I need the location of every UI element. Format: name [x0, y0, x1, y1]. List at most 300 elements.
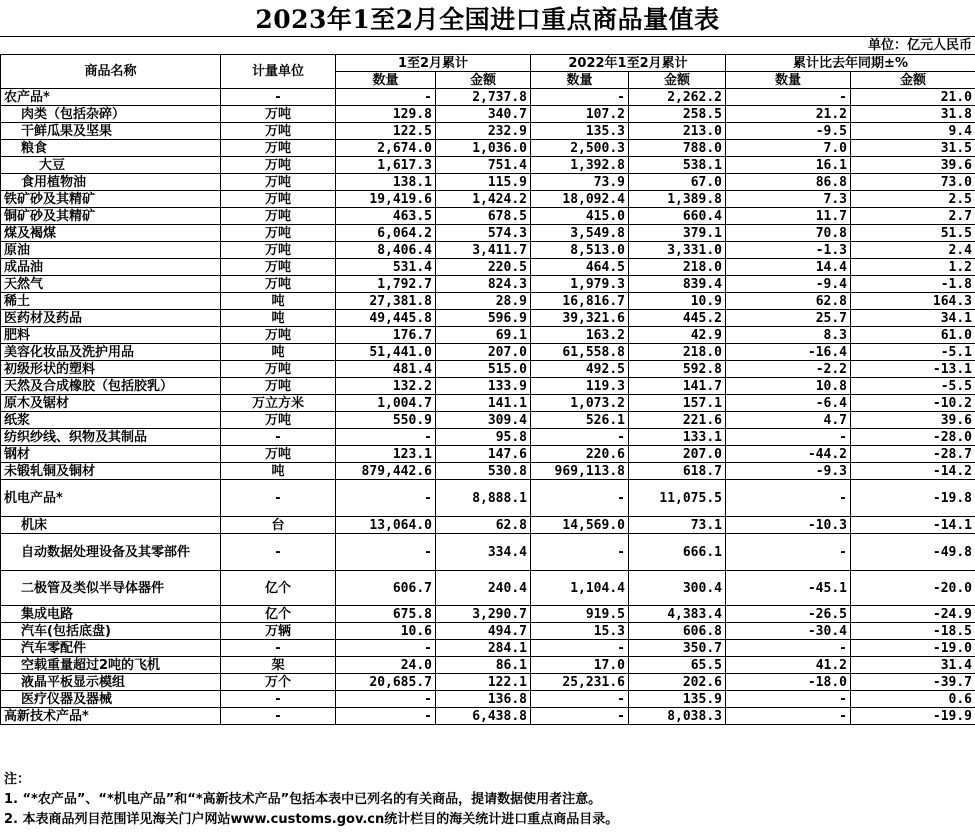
amt-current: 2,737.8 [436, 89, 531, 106]
measure-unit: 万立方米 [221, 395, 336, 412]
measure-unit: 万吨 [221, 174, 336, 191]
qty-yoy: 4.7 [726, 412, 851, 429]
qty-yoy: 16.1 [726, 157, 851, 174]
amt-yoy: 2.7 [851, 208, 975, 225]
measure-unit: 万吨 [221, 276, 336, 293]
amt-prior: 218.0 [629, 344, 726, 361]
amt-prior: 67.0 [629, 174, 726, 191]
qty-yoy: -45.1 [726, 571, 851, 606]
amt-yoy: 61.0 [851, 327, 975, 344]
qty-current: 6,064.2 [336, 225, 436, 242]
amt-prior: 258.5 [629, 106, 726, 123]
currency-unit-note: 单位：亿元人民币 [867, 38, 972, 53]
qty-current: - [336, 534, 436, 571]
unit-row [0, 36, 975, 54]
product-name: 稀土 [1, 293, 221, 310]
qty-yoy: 70.8 [726, 225, 851, 242]
amt-yoy: 31.4 [851, 657, 975, 674]
table-row [1, 174, 975, 191]
amt-yoy: 164.3 [851, 293, 975, 310]
qty-prior: 1,104.4 [531, 571, 629, 606]
product-name: 未锻轧铜及铜材 [1, 463, 221, 480]
measure-unit: 万吨 [221, 446, 336, 463]
qty-yoy: -1.3 [726, 242, 851, 259]
amt-prior: 133.1 [629, 429, 726, 446]
table-row [1, 480, 975, 517]
amt-prior: 660.4 [629, 208, 726, 225]
table-row [1, 446, 975, 463]
header-row-1 [1, 55, 975, 72]
product-name: 纺织纱线、织物及其制品 [1, 429, 221, 446]
table-row [1, 191, 975, 208]
product-name: 汽车零配件 [1, 640, 221, 657]
amt-yoy: -1.8 [851, 276, 975, 293]
qty-yoy: 21.2 [726, 106, 851, 123]
amt-current: 69.1 [436, 327, 531, 344]
amt-yoy: -20.0 [851, 571, 975, 606]
header-qty-current: 数量 [336, 72, 436, 89]
amt-prior: 1,389.8 [629, 191, 726, 208]
measure-unit: - [221, 89, 336, 106]
qty-prior: 16,816.7 [531, 293, 629, 310]
table-row [1, 674, 975, 691]
amt-yoy: 31.8 [851, 106, 975, 123]
amt-prior: 592.8 [629, 361, 726, 378]
product-name: 自动数据处理设备及其零部件 [1, 534, 221, 571]
amt-current: 86.1 [436, 657, 531, 674]
qty-prior: - [531, 429, 629, 446]
qty-current: 531.4 [336, 259, 436, 276]
measure-unit: 万吨 [221, 327, 336, 344]
product-name: 粮食 [1, 140, 221, 157]
measure-unit: 架 [221, 657, 336, 674]
product-name: 高新技术产品* [1, 708, 221, 725]
qty-current: 49,445.8 [336, 310, 436, 327]
qty-current: 176.7 [336, 327, 436, 344]
amt-prior: 618.7 [629, 463, 726, 480]
qty-current: - [336, 89, 436, 106]
amt-current: 340.7 [436, 106, 531, 123]
qty-current: 463.5 [336, 208, 436, 225]
amt-prior: 65.5 [629, 657, 726, 674]
measure-unit: 万吨 [221, 123, 336, 140]
header-amt-current: 金额 [436, 72, 531, 89]
amt-prior: 788.0 [629, 140, 726, 157]
footnote-label: 注： [4, 772, 31, 787]
product-name: 天然及合成橡胶（包括胶乳） [1, 378, 221, 395]
qty-current: - [336, 691, 436, 708]
amt-yoy: 34.1 [851, 310, 975, 327]
amt-yoy: -14.1 [851, 517, 975, 534]
amt-yoy: 9.4 [851, 123, 975, 140]
table-row [1, 640, 975, 657]
table-row [1, 310, 975, 327]
table-row [1, 378, 975, 395]
qty-yoy: -2.2 [726, 361, 851, 378]
qty-yoy: 86.8 [726, 174, 851, 191]
qty-current: 129.8 [336, 106, 436, 123]
amt-prior: 157.1 [629, 395, 726, 412]
qty-prior: 73.9 [531, 174, 629, 191]
header-amt-yoy: 金额 [851, 72, 975, 89]
qty-current: 2,674.0 [336, 140, 436, 157]
table-row [1, 259, 975, 276]
qty-yoy: - [726, 691, 851, 708]
qty-current: - [336, 480, 436, 517]
amt-yoy: 2.5 [851, 191, 975, 208]
qty-current: 20,685.7 [336, 674, 436, 691]
qty-current: 123.1 [336, 446, 436, 463]
table-row [1, 208, 975, 225]
amt-yoy: 1.2 [851, 259, 975, 276]
amt-yoy: -14.2 [851, 463, 975, 480]
qty-yoy: 41.2 [726, 657, 851, 674]
amt-current: 136.8 [436, 691, 531, 708]
amt-prior: 445.2 [629, 310, 726, 327]
table-row [1, 361, 975, 378]
qty-current: 675.8 [336, 606, 436, 623]
qty-yoy: -9.5 [726, 123, 851, 140]
amt-current: 28.9 [436, 293, 531, 310]
table-row [1, 534, 975, 571]
amt-yoy: 31.5 [851, 140, 975, 157]
amt-prior: 73.1 [629, 517, 726, 534]
product-name: 铜矿砂及其精矿 [1, 208, 221, 225]
qty-prior: 1,073.2 [531, 395, 629, 412]
amt-current: 207.0 [436, 344, 531, 361]
measure-unit: - [221, 640, 336, 657]
qty-yoy: -18.0 [726, 674, 851, 691]
qty-current: - [336, 708, 436, 725]
qty-current: 481.4 [336, 361, 436, 378]
qty-prior: 163.2 [531, 327, 629, 344]
qty-current: 122.5 [336, 123, 436, 140]
amt-prior: 666.1 [629, 534, 726, 571]
qty-current: 51,441.0 [336, 344, 436, 361]
qty-yoy: 7.0 [726, 140, 851, 157]
table-row [1, 517, 975, 534]
measure-unit: 万吨 [221, 378, 336, 395]
amt-current: 147.6 [436, 446, 531, 463]
measure-unit: - [221, 480, 336, 517]
amt-yoy: -28.7 [851, 446, 975, 463]
amt-current: 95.8 [436, 429, 531, 446]
qty-yoy: -9.4 [726, 276, 851, 293]
product-name: 二极管及类似半导体器件 [1, 571, 221, 606]
product-name: 铁矿砂及其精矿 [1, 191, 221, 208]
amt-prior: 221.6 [629, 412, 726, 429]
amt-current: 824.3 [436, 276, 531, 293]
table-row [1, 276, 975, 293]
amt-prior: 2,262.2 [629, 89, 726, 106]
amt-yoy: -18.5 [851, 623, 975, 640]
amt-current: 220.5 [436, 259, 531, 276]
measure-unit: - [221, 429, 336, 446]
qty-current: - [336, 429, 436, 446]
measure-unit: 万吨 [221, 412, 336, 429]
table-row [1, 140, 975, 157]
header-measure-unit: 计量单位 [221, 55, 336, 89]
qty-prior: 135.3 [531, 123, 629, 140]
amt-yoy: 39.6 [851, 157, 975, 174]
amt-current: 122.1 [436, 674, 531, 691]
amt-prior: 207.0 [629, 446, 726, 463]
amt-yoy: -5.1 [851, 344, 975, 361]
qty-yoy: -16.4 [726, 344, 851, 361]
amt-prior: 538.1 [629, 157, 726, 174]
amt-current: 240.4 [436, 571, 531, 606]
amt-current: 141.1 [436, 395, 531, 412]
qty-yoy: -6.4 [726, 395, 851, 412]
qty-yoy: 25.7 [726, 310, 851, 327]
amt-prior: 218.0 [629, 259, 726, 276]
amt-current: 3,290.7 [436, 606, 531, 623]
amt-prior: 3,331.0 [629, 242, 726, 259]
table-row [1, 708, 975, 725]
qty-prior: 17.0 [531, 657, 629, 674]
product-name: 机床 [1, 517, 221, 534]
qty-prior: - [531, 480, 629, 517]
measure-unit: 吨 [221, 344, 336, 361]
product-name: 肥料 [1, 327, 221, 344]
qty-yoy: 11.7 [726, 208, 851, 225]
qty-current: 10.6 [336, 623, 436, 640]
qty-current: - [336, 640, 436, 657]
amt-prior: 350.7 [629, 640, 726, 657]
amt-current: 1,036.0 [436, 140, 531, 157]
amt-prior: 300.4 [629, 571, 726, 606]
amt-current: 678.5 [436, 208, 531, 225]
measure-unit: 万吨 [221, 208, 336, 225]
amt-current: 3,411.7 [436, 242, 531, 259]
qty-current: 19,419.6 [336, 191, 436, 208]
qty-current: 1,792.7 [336, 276, 436, 293]
table-row [1, 691, 975, 708]
qty-yoy: 62.8 [726, 293, 851, 310]
qty-yoy: 7.3 [726, 191, 851, 208]
measure-unit: - [221, 691, 336, 708]
measure-unit: 万吨 [221, 361, 336, 378]
product-name: 汽车(包括底盘) [1, 623, 221, 640]
amt-yoy: -19.0 [851, 640, 975, 657]
qty-prior: 1,392.8 [531, 157, 629, 174]
amt-yoy: -13.1 [851, 361, 975, 378]
product-name: 医疗仪器及器械 [1, 691, 221, 708]
qty-prior: - [531, 89, 629, 106]
qty-current: 138.1 [336, 174, 436, 191]
product-name: 肉类（包括杂碎） [1, 106, 221, 123]
amt-yoy: 73.0 [851, 174, 975, 191]
qty-yoy: - [726, 640, 851, 657]
qty-prior: 39,321.6 [531, 310, 629, 327]
amt-current: 284.1 [436, 640, 531, 657]
measure-unit: 万吨 [221, 106, 336, 123]
product-name: 原油 [1, 242, 221, 259]
product-name: 成品油 [1, 259, 221, 276]
table-row [1, 242, 975, 259]
product-name: 液晶平板显示模组 [1, 674, 221, 691]
qty-prior: 526.1 [531, 412, 629, 429]
qty-current: 550.9 [336, 412, 436, 429]
measure-unit: 万吨 [221, 225, 336, 242]
qty-current: 24.0 [336, 657, 436, 674]
table-row [1, 225, 975, 242]
qty-current: 879,442.6 [336, 463, 436, 480]
qty-yoy: 10.8 [726, 378, 851, 395]
product-name: 原木及锯材 [1, 395, 221, 412]
qty-current: 1,617.3 [336, 157, 436, 174]
table-row [1, 395, 975, 412]
qty-prior: - [531, 534, 629, 571]
amt-current: 530.8 [436, 463, 531, 480]
measure-unit: 万吨 [221, 242, 336, 259]
amt-prior: 4,383.4 [629, 606, 726, 623]
qty-prior: 8,513.0 [531, 242, 629, 259]
amt-prior: 202.6 [629, 674, 726, 691]
product-name: 农产品* [1, 89, 221, 106]
product-name: 大豆 [1, 157, 221, 174]
amt-yoy: -10.2 [851, 395, 975, 412]
measure-unit: 亿个 [221, 606, 336, 623]
table-row [1, 157, 975, 174]
amt-yoy: -49.8 [851, 534, 975, 571]
table-row [1, 344, 975, 361]
measure-unit: - [221, 534, 336, 571]
amt-yoy: -24.9 [851, 606, 975, 623]
qty-yoy: -9.3 [726, 463, 851, 480]
header-product-name: 商品名称 [1, 55, 221, 89]
amt-yoy: -28.0 [851, 429, 975, 446]
amt-current: 232.9 [436, 123, 531, 140]
qty-prior: 492.5 [531, 361, 629, 378]
product-name: 初级形状的塑料 [1, 361, 221, 378]
product-name: 干鲜瓜果及坚果 [1, 123, 221, 140]
amt-current: 574.3 [436, 225, 531, 242]
amt-prior: 213.0 [629, 123, 726, 140]
qty-yoy: - [726, 429, 851, 446]
amt-prior: 379.1 [629, 225, 726, 242]
qty-prior: 415.0 [531, 208, 629, 225]
footnote-2: 2. 本表商品列目范围详见海关门户网站www.customs.gov.cn统计栏目的海关统计进口重点商品目录。 [4, 812, 619, 827]
amt-current: 8,888.1 [436, 480, 531, 517]
amt-current: 115.9 [436, 174, 531, 191]
qty-prior: 119.3 [531, 378, 629, 395]
amt-yoy: -19.9 [851, 708, 975, 725]
header-current-period: 1至2月累计 [336, 55, 531, 72]
measure-unit: 万吨 [221, 157, 336, 174]
amt-current: 494.7 [436, 623, 531, 640]
product-name: 美容化妆品及洗护用品 [1, 344, 221, 361]
amt-prior: 11,075.5 [629, 480, 726, 517]
qty-prior: 969,113.8 [531, 463, 629, 480]
header-yoy-change: 累计比去年同期±% [726, 55, 975, 72]
qty-current: 27,381.8 [336, 293, 436, 310]
product-name: 机电产品* [1, 480, 221, 517]
product-name: 煤及褐煤 [1, 225, 221, 242]
qty-yoy: 14.4 [726, 259, 851, 276]
product-name: 集成电路 [1, 606, 221, 623]
measure-unit: 吨 [221, 293, 336, 310]
qty-prior: 3,549.8 [531, 225, 629, 242]
qty-yoy: - [726, 89, 851, 106]
table-row [1, 429, 975, 446]
table-body [1, 55, 975, 725]
measure-unit: 万吨 [221, 259, 336, 276]
qty-current: 132.2 [336, 378, 436, 395]
qty-yoy: -10.3 [726, 517, 851, 534]
amt-yoy: -39.7 [851, 674, 975, 691]
measure-unit: 吨 [221, 463, 336, 480]
qty-current: 8,406.4 [336, 242, 436, 259]
qty-yoy: - [726, 534, 851, 571]
amt-current: 6,438.8 [436, 708, 531, 725]
product-name: 食用植物油 [1, 174, 221, 191]
qty-yoy: -30.4 [726, 623, 851, 640]
table-row [1, 327, 975, 344]
amt-current: 1,424.2 [436, 191, 531, 208]
measure-unit: 吨 [221, 310, 336, 327]
qty-prior: - [531, 691, 629, 708]
amt-yoy: 39.6 [851, 412, 975, 429]
header-qty-prior: 数量 [531, 72, 629, 89]
amt-prior: 10.9 [629, 293, 726, 310]
qty-prior: - [531, 708, 629, 725]
table-row [1, 123, 975, 140]
qty-prior: 1,979.3 [531, 276, 629, 293]
amt-yoy: 0.6 [851, 691, 975, 708]
qty-prior: 464.5 [531, 259, 629, 276]
measure-unit: 万个 [221, 674, 336, 691]
qty-yoy: 8.3 [726, 327, 851, 344]
amt-current: 309.4 [436, 412, 531, 429]
amt-current: 751.4 [436, 157, 531, 174]
qty-yoy: - [726, 480, 851, 517]
header-qty-yoy: 数量 [726, 72, 851, 89]
qty-prior: - [531, 640, 629, 657]
amt-yoy: 51.5 [851, 225, 975, 242]
table-row [1, 89, 975, 106]
qty-yoy: -44.2 [726, 446, 851, 463]
page-title: 2023年1至2月全国进口重点商品量值表 [255, 5, 720, 34]
product-name: 天然气 [1, 276, 221, 293]
amt-current: 62.8 [436, 517, 531, 534]
measure-unit: - [221, 708, 336, 725]
measure-unit: 台 [221, 517, 336, 534]
table-row [1, 623, 975, 640]
import-goods-table [0, 54, 975, 725]
qty-current: 1,004.7 [336, 395, 436, 412]
amt-yoy: 2.4 [851, 242, 975, 259]
footnotes [4, 770, 969, 830]
table-row [1, 571, 975, 606]
qty-current: 13,064.0 [336, 517, 436, 534]
amt-prior: 141.7 [629, 378, 726, 395]
amt-yoy: -19.8 [851, 480, 975, 517]
table-row [1, 412, 975, 429]
qty-current: 606.7 [336, 571, 436, 606]
product-name: 空载重量超过2吨的飞机 [1, 657, 221, 674]
measure-unit: 万吨 [221, 191, 336, 208]
table-row [1, 657, 975, 674]
footnote-1: 1. “*农产品”、“*机电产品”和“*高新技术产品”包括本表中已列名的有关商品，提请数据使用者注意。 [4, 792, 602, 807]
header-prior-period: 2022年1至2月累计 [531, 55, 726, 72]
amt-current: 515.0 [436, 361, 531, 378]
amt-prior: 839.4 [629, 276, 726, 293]
table-row [1, 606, 975, 623]
qty-prior: 25,231.6 [531, 674, 629, 691]
qty-prior: 2,500.3 [531, 140, 629, 157]
qty-yoy: - [726, 708, 851, 725]
